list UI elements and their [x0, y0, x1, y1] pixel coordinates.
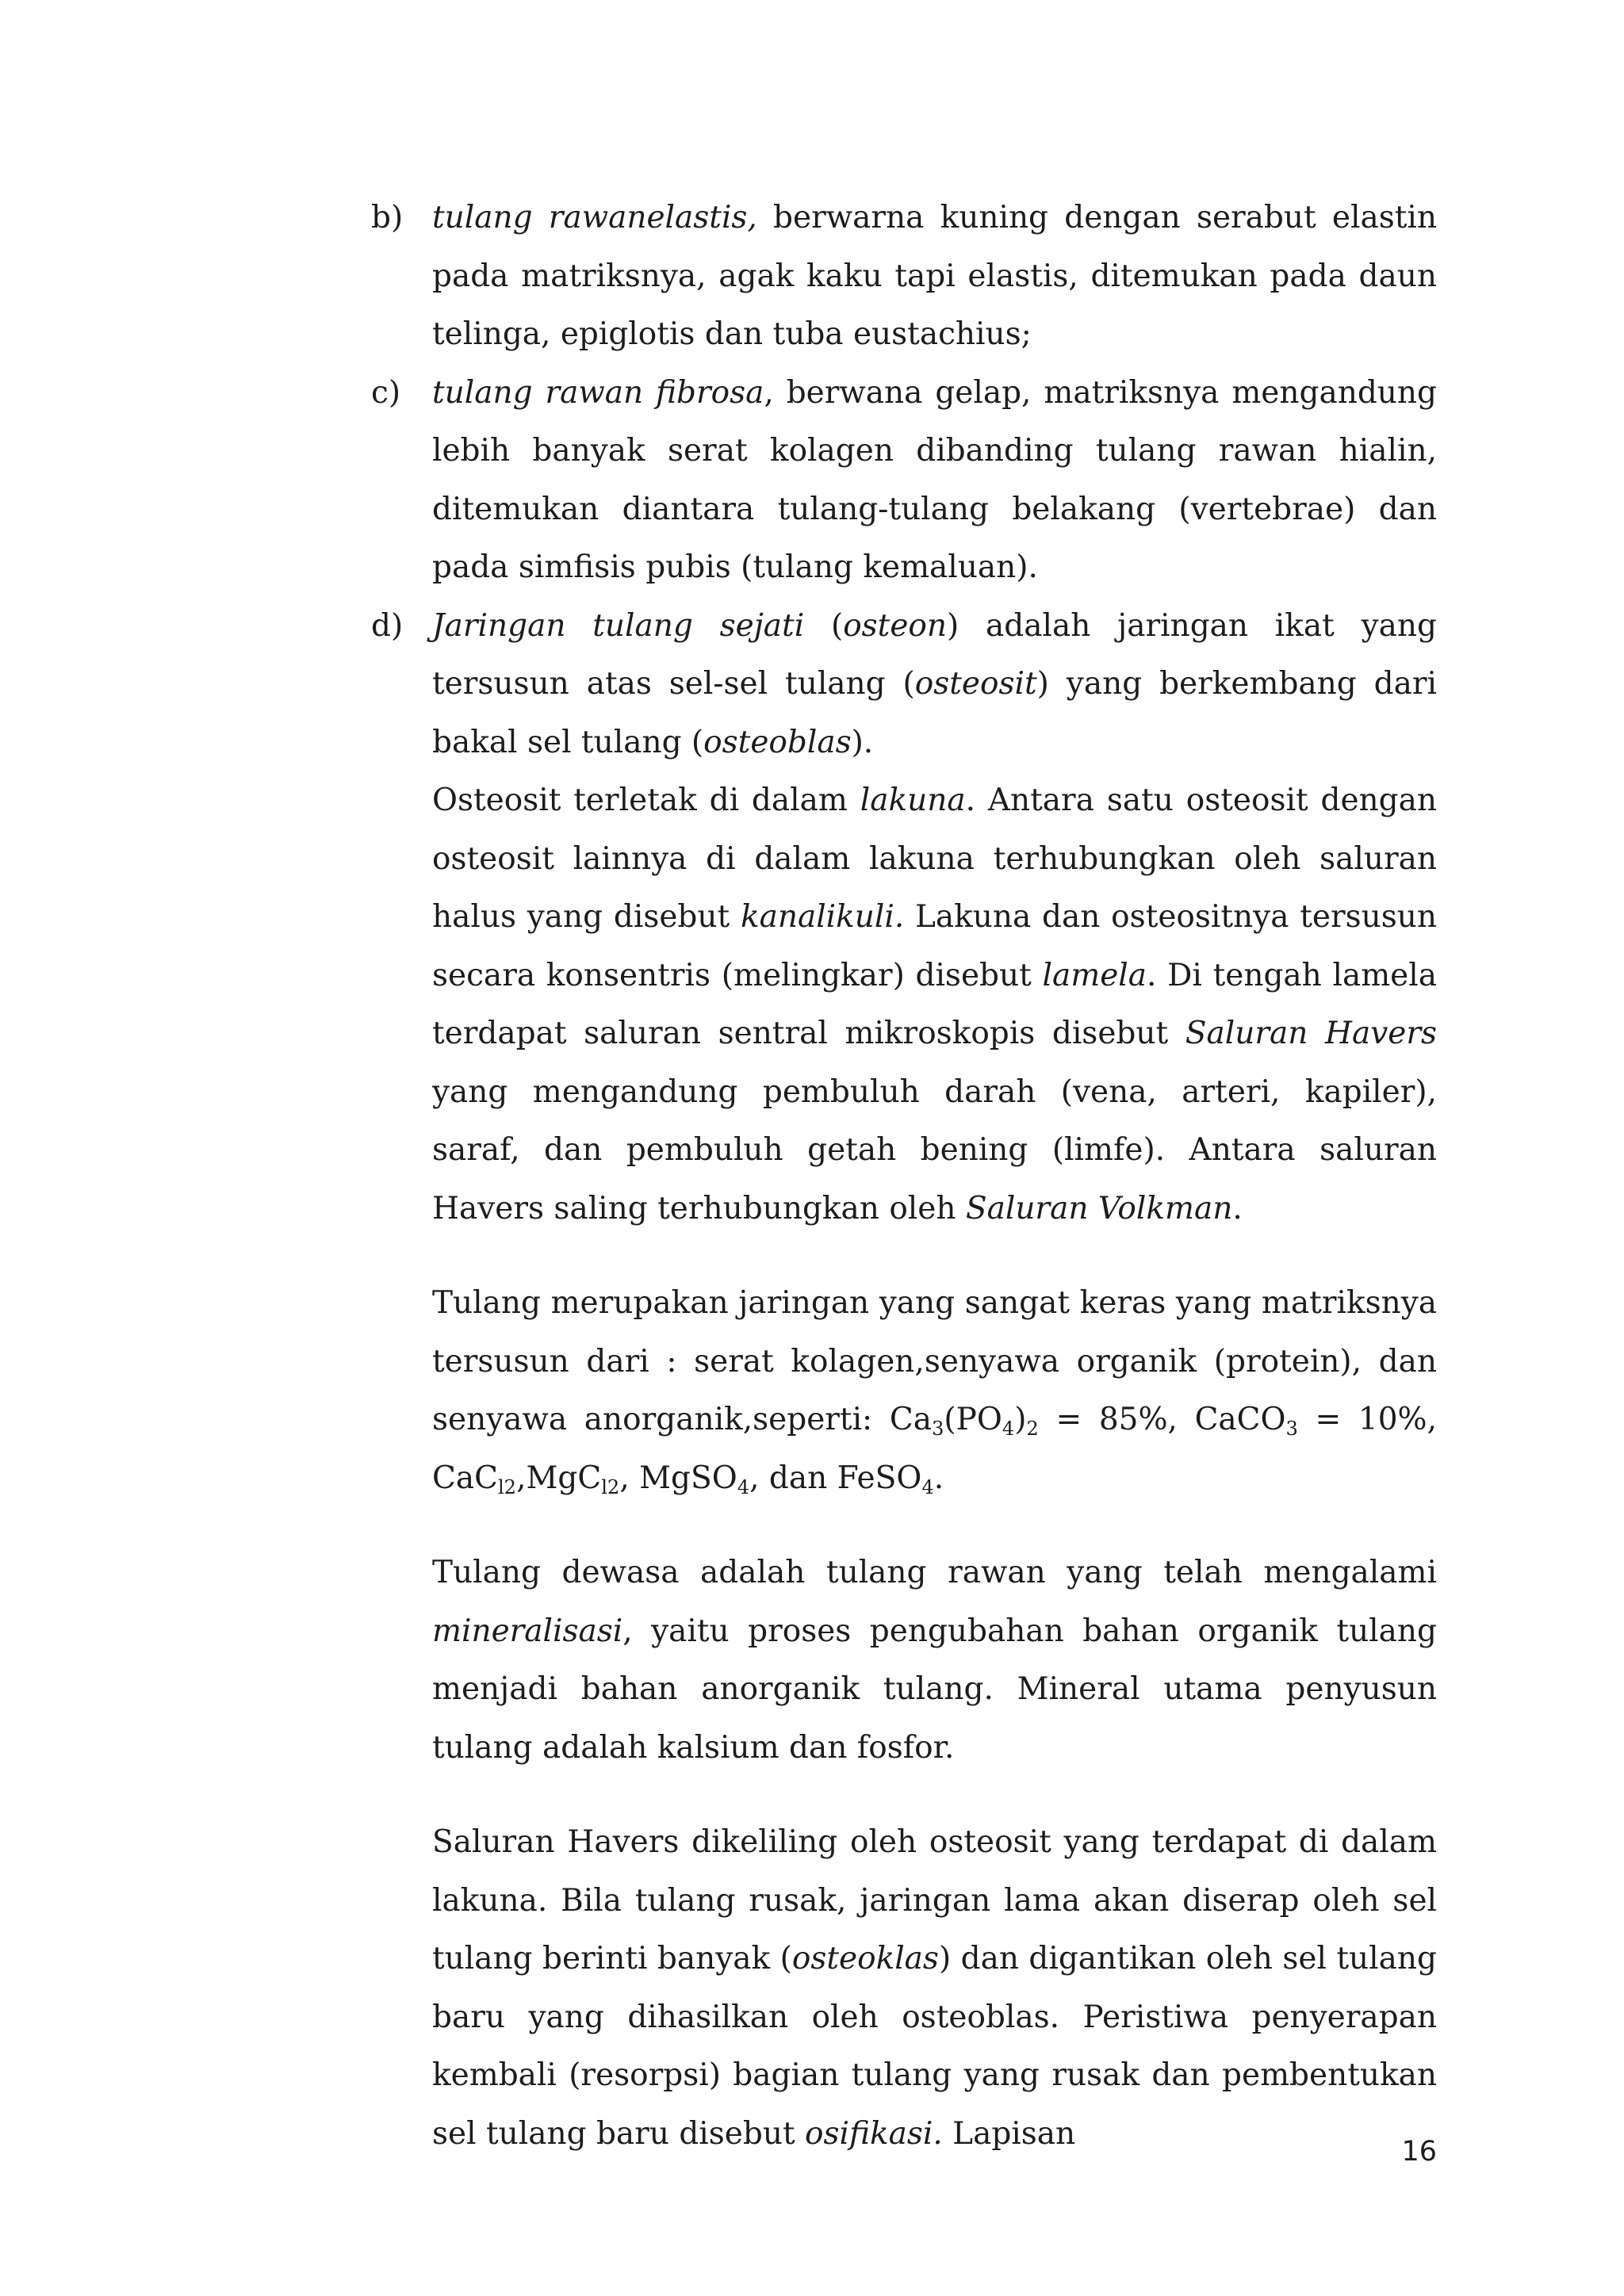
term-italic: osteoblas: [703, 724, 852, 760]
osteosit-paragraph: Osteosit terletak di dalam lakuna. Antara satu osteosit dengan osteosit lainnya di dalam lakuna terhubungkan oleh saluran halus yang disebut kanalikuli. Lakuna dan osteositnya tersusun secara konsentris (melingkar) disebut lamela. Di tengah lamela terdapat saluran sentral mikroskopis disebut Saluran Havers yang mengandung pembuluh darah (vena, arteri, kapiler), saraf, dan pembuluh getah bening (limfe). Antara saluran Havers saling terhubungkan oleh Saluran Volkman.: [432, 783, 1437, 1226]
list-item-text: tulang rawanelastis, berwarna kuning dengan serabut elastin pada matriksnya, agak kaku tapi elastis, ditemukan pada daun telinga, epiglotis dan tuba eustachius;: [432, 200, 1437, 352]
term-italic: osteon: [843, 607, 948, 644]
term-italic: osifikasi.: [805, 2115, 943, 2152]
term-italic: kanalikuli.: [740, 899, 905, 935]
list-marker: d): [371, 607, 404, 644]
term-italic: tulang rawanelastis,: [432, 200, 757, 235]
list-item-d: [371, 597, 1437, 772]
page-content: [371, 189, 1437, 2163]
list-item-text: tulang rawan fibrosa, berwana gelap, matriksnya mengandung lebih banyak serat kolagen dibanding tulang rawan hialin, ditemukan diantara tulang-tulang belakang (vertebrae) dan pada simfisis pubis (tulang kemaluan).: [432, 374, 1438, 585]
dewasa-paragraph: Tulang dewasa adalah tulang rawan yang telah mengalami mineralisasi, yaitu proses pengubahan bahan organik tulang menjadi bahan anorganik tulang. Mineral utama penyusun tulang adalah kalsium dan fosfor.: [432, 1555, 1437, 1766]
term-italic: lamela: [1042, 957, 1147, 993]
list-item-c: [371, 364, 1437, 597]
list-item-b: [371, 189, 1437, 364]
term-italic: Jaringan tulang sejati: [432, 607, 805, 644]
term-italic: Saluran Havers: [1185, 1016, 1437, 1051]
term-italic: tulang rawan fibrosa: [432, 374, 764, 411]
havers-paragraph: Saluran Havers dikeliling oleh osteosit yang terdapat di dalam lakuna. Bila tulang rusak, jaringan lama akan diserap oleh sel tulang berinti banyak (osteoklas) dan digantikan oleh sel tulang baru yang dihasilkan oleh osteoblas. Peristiwa penyerapan kembali (resorpsi) bagian tulang yang rusak dan pembentukan sel tulang baru disebut osifikasi. Lapisan: [432, 1824, 1437, 2152]
list-marker: c): [371, 374, 401, 411]
term-italic: Saluran Volkman: [965, 1190, 1233, 1226]
list-marker: b): [371, 200, 404, 235]
term-italic: lakuna: [860, 783, 966, 818]
term-italic: mineralisasi: [432, 1613, 623, 1649]
term-italic: osteosit: [914, 666, 1037, 702]
term-italic: osteoklas: [791, 1941, 939, 1976]
list-item-text: Jaringan tulang sejati (osteon) adalah jaringan ikat yang tersusun atas sel-sel tulang (osteosit) yang berkembang dari bakal sel tulang (osteoblas).: [432, 607, 1437, 760]
page-number: 16: [1401, 2136, 1437, 2168]
tulang-paragraph: Tulang merupakan jaringan yang sangat keras yang matriksnya tersusun dari : serat kolagen,senyawa organik (protein), dan senyawa anorganik,seperti: $Ca_3(PO_4)_2 = 85\%$, CaCO$_3$ = 10%, CaC$_{l2}$,MgC$_{l2}$, MgSO$_4$, dan FeSO$_4$.: [432, 1285, 1437, 1498]
